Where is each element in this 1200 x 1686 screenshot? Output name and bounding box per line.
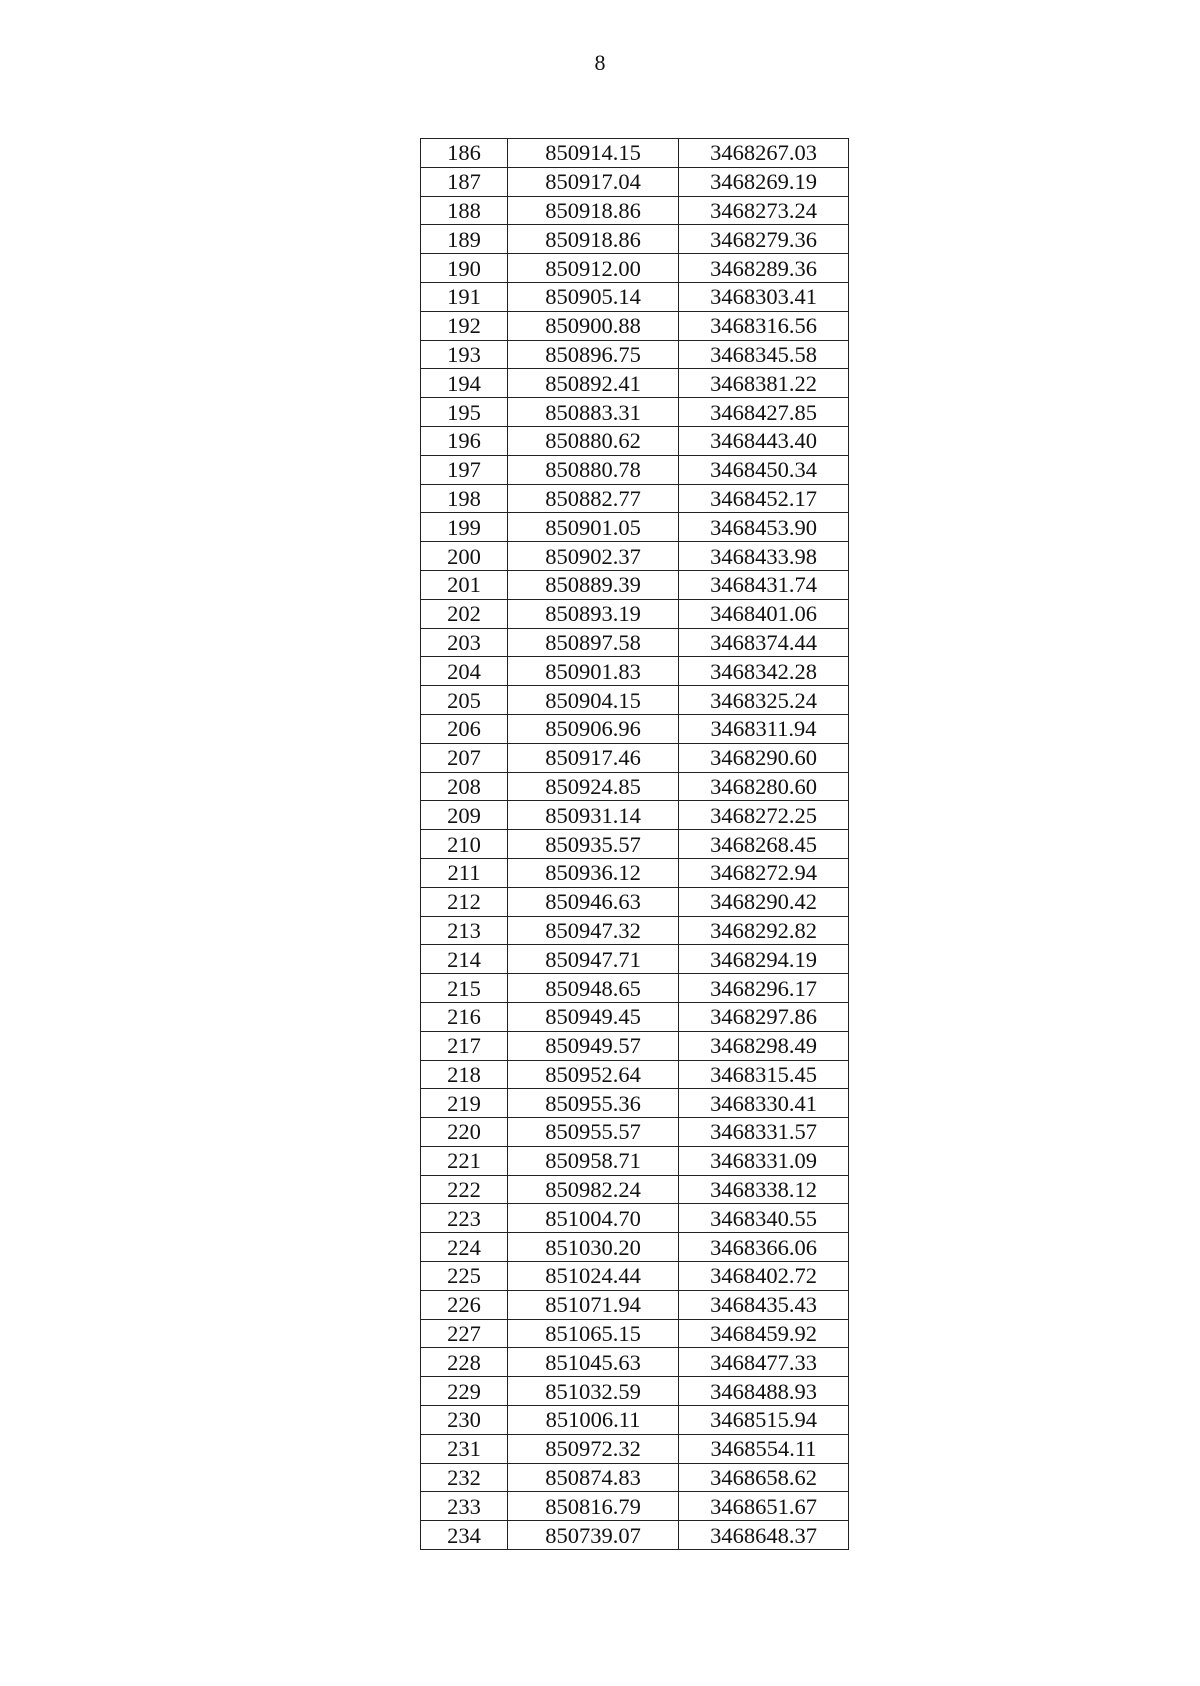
y-coordinate-cell: 3468316.56 — [679, 311, 849, 340]
y-coordinate-cell: 3468402.72 — [679, 1262, 849, 1291]
point-number-cell: 200 — [421, 542, 508, 571]
y-coordinate-cell: 3468648.37 — [679, 1521, 849, 1550]
x-coordinate-cell: 850889.39 — [508, 570, 679, 599]
coordinates-table — [420, 138, 849, 1550]
point-number-cell: 230 — [421, 1406, 508, 1435]
point-number-cell: 217 — [421, 1031, 508, 1060]
x-coordinate-cell: 850901.05 — [508, 513, 679, 542]
point-number-cell: 229 — [421, 1377, 508, 1406]
page-number: 8 — [594, 50, 606, 75]
table-row — [421, 916, 849, 945]
x-coordinate-cell: 851006.11 — [508, 1406, 679, 1435]
y-coordinate-cell: 3468427.85 — [679, 398, 849, 427]
x-coordinate-cell: 850912.00 — [508, 254, 679, 283]
x-coordinate-cell: 850955.36 — [508, 1089, 679, 1118]
point-number-cell: 193 — [421, 340, 508, 369]
table-row — [421, 945, 849, 974]
point-number-cell: 197 — [421, 455, 508, 484]
y-coordinate-cell: 3468330.41 — [679, 1089, 849, 1118]
x-coordinate-cell: 850739.07 — [508, 1521, 679, 1550]
y-coordinate-cell: 3468331.57 — [679, 1118, 849, 1147]
point-number-cell: 201 — [421, 570, 508, 599]
y-coordinate-cell: 3468340.55 — [679, 1204, 849, 1233]
y-coordinate-cell: 3468289.36 — [679, 254, 849, 283]
point-number-cell: 234 — [421, 1521, 508, 1550]
y-coordinate-cell: 3468401.06 — [679, 599, 849, 628]
point-number-cell: 196 — [421, 426, 508, 455]
table-row — [421, 1290, 849, 1319]
x-coordinate-cell: 851065.15 — [508, 1319, 679, 1348]
x-coordinate-cell: 850918.86 — [508, 196, 679, 225]
y-coordinate-cell: 3468431.74 — [679, 570, 849, 599]
table-row — [421, 542, 849, 571]
x-coordinate-cell: 850816.79 — [508, 1492, 679, 1521]
point-number-cell: 220 — [421, 1118, 508, 1147]
y-coordinate-cell: 3468452.17 — [679, 484, 849, 513]
point-number-cell: 223 — [421, 1204, 508, 1233]
table-row — [421, 1262, 849, 1291]
point-number-cell: 222 — [421, 1175, 508, 1204]
table-row — [421, 570, 849, 599]
table-row — [421, 830, 849, 859]
table-row — [421, 398, 849, 427]
table-row — [421, 369, 849, 398]
x-coordinate-cell: 851004.70 — [508, 1204, 679, 1233]
table-row — [421, 1204, 849, 1233]
table-row — [421, 1233, 849, 1262]
point-number-cell: 221 — [421, 1146, 508, 1175]
x-coordinate-cell: 850972.32 — [508, 1434, 679, 1463]
table-row — [421, 426, 849, 455]
y-coordinate-cell: 3468296.17 — [679, 974, 849, 1003]
table-row — [421, 858, 849, 887]
x-coordinate-cell: 850947.71 — [508, 945, 679, 974]
y-coordinate-cell: 3468311.94 — [679, 714, 849, 743]
x-coordinate-cell: 850883.31 — [508, 398, 679, 427]
x-coordinate-cell: 850949.45 — [508, 1002, 679, 1031]
x-coordinate-cell: 850948.65 — [508, 974, 679, 1003]
table-row — [421, 254, 849, 283]
table-row — [421, 686, 849, 715]
y-coordinate-cell: 3468435.43 — [679, 1290, 849, 1319]
x-coordinate-cell: 850902.37 — [508, 542, 679, 571]
y-coordinate-cell: 3468297.86 — [679, 1002, 849, 1031]
table-row — [421, 743, 849, 772]
table-row — [421, 772, 849, 801]
table-row — [421, 1002, 849, 1031]
table-row — [421, 139, 849, 168]
table-row — [421, 282, 849, 311]
y-coordinate-cell: 3468272.25 — [679, 801, 849, 830]
y-coordinate-cell: 3468325.24 — [679, 686, 849, 715]
point-number-cell: 215 — [421, 974, 508, 1003]
x-coordinate-cell: 850917.46 — [508, 743, 679, 772]
y-coordinate-cell: 3468453.90 — [679, 513, 849, 542]
y-coordinate-cell: 3468280.60 — [679, 772, 849, 801]
y-coordinate-cell: 3468338.12 — [679, 1175, 849, 1204]
point-number-cell: 198 — [421, 484, 508, 513]
x-coordinate-cell: 850901.83 — [508, 657, 679, 686]
y-coordinate-cell: 3468267.03 — [679, 139, 849, 168]
point-number-cell: 213 — [421, 916, 508, 945]
y-coordinate-cell: 3468342.28 — [679, 657, 849, 686]
y-coordinate-cell: 3468269.19 — [679, 167, 849, 196]
y-coordinate-cell: 3468279.36 — [679, 225, 849, 254]
y-coordinate-cell: 3468303.41 — [679, 282, 849, 311]
table-row — [421, 484, 849, 513]
point-number-cell: 192 — [421, 311, 508, 340]
table-row — [421, 455, 849, 484]
table-row — [421, 801, 849, 830]
point-number-cell: 202 — [421, 599, 508, 628]
x-coordinate-cell: 850946.63 — [508, 887, 679, 916]
table-row — [421, 628, 849, 657]
table-row — [421, 714, 849, 743]
y-coordinate-cell: 3468488.93 — [679, 1377, 849, 1406]
table-row — [421, 1060, 849, 1089]
table-row — [421, 1521, 849, 1550]
point-number-cell: 191 — [421, 282, 508, 311]
x-coordinate-cell: 851024.44 — [508, 1262, 679, 1291]
table-row — [421, 196, 849, 225]
point-number-cell: 207 — [421, 743, 508, 772]
table-row — [421, 1377, 849, 1406]
point-number-cell: 208 — [421, 772, 508, 801]
x-coordinate-cell: 850893.19 — [508, 599, 679, 628]
y-coordinate-cell: 3468272.94 — [679, 858, 849, 887]
point-number-cell: 195 — [421, 398, 508, 427]
table-row — [421, 167, 849, 196]
y-coordinate-cell: 3468294.19 — [679, 945, 849, 974]
y-coordinate-cell: 3468290.42 — [679, 887, 849, 916]
x-coordinate-cell: 851071.94 — [508, 1290, 679, 1319]
x-coordinate-cell: 850914.15 — [508, 139, 679, 168]
point-number-cell: 210 — [421, 830, 508, 859]
table-row — [421, 657, 849, 686]
point-number-cell: 209 — [421, 801, 508, 830]
y-coordinate-cell: 3468658.62 — [679, 1463, 849, 1492]
point-number-cell: 214 — [421, 945, 508, 974]
x-coordinate-cell: 850949.57 — [508, 1031, 679, 1060]
table-row — [421, 1463, 849, 1492]
y-coordinate-cell: 3468554.11 — [679, 1434, 849, 1463]
x-coordinate-cell: 850935.57 — [508, 830, 679, 859]
y-coordinate-cell: 3468443.40 — [679, 426, 849, 455]
table-row — [421, 1175, 849, 1204]
point-number-cell: 203 — [421, 628, 508, 657]
y-coordinate-cell: 3468651.67 — [679, 1492, 849, 1521]
point-number-cell: 226 — [421, 1290, 508, 1319]
point-number-cell: 227 — [421, 1319, 508, 1348]
x-coordinate-cell: 850880.62 — [508, 426, 679, 455]
x-coordinate-cell: 850897.58 — [508, 628, 679, 657]
x-coordinate-cell: 850892.41 — [508, 369, 679, 398]
y-coordinate-cell: 3468268.45 — [679, 830, 849, 859]
point-number-cell: 225 — [421, 1262, 508, 1291]
table-row — [421, 1146, 849, 1175]
point-number-cell: 212 — [421, 887, 508, 916]
y-coordinate-cell: 3468381.22 — [679, 369, 849, 398]
point-number-cell: 231 — [421, 1434, 508, 1463]
x-coordinate-cell: 850904.15 — [508, 686, 679, 715]
table-row — [421, 311, 849, 340]
table-row — [421, 513, 849, 542]
y-coordinate-cell: 3468433.98 — [679, 542, 849, 571]
x-coordinate-cell: 850924.85 — [508, 772, 679, 801]
x-coordinate-cell: 850918.86 — [508, 225, 679, 254]
table-row — [421, 1348, 849, 1377]
y-coordinate-cell: 3468331.09 — [679, 1146, 849, 1175]
point-number-cell: 204 — [421, 657, 508, 686]
x-coordinate-cell: 850905.14 — [508, 282, 679, 311]
point-number-cell: 224 — [421, 1233, 508, 1262]
point-number-cell: 194 — [421, 369, 508, 398]
table-row — [421, 974, 849, 1003]
x-coordinate-cell: 851030.20 — [508, 1233, 679, 1262]
x-coordinate-cell: 851032.59 — [508, 1377, 679, 1406]
y-coordinate-cell: 3468345.58 — [679, 340, 849, 369]
x-coordinate-cell: 850958.71 — [508, 1146, 679, 1175]
point-number-cell: 206 — [421, 714, 508, 743]
y-coordinate-cell: 3468315.45 — [679, 1060, 849, 1089]
y-coordinate-cell: 3468290.60 — [679, 743, 849, 772]
y-coordinate-cell: 3468374.44 — [679, 628, 849, 657]
point-number-cell: 186 — [421, 139, 508, 168]
table-row — [421, 1089, 849, 1118]
y-coordinate-cell: 3468459.92 — [679, 1319, 849, 1348]
table-row — [421, 1406, 849, 1435]
y-coordinate-cell: 3468366.06 — [679, 1233, 849, 1262]
coordinates-table-body — [421, 139, 849, 1550]
point-number-cell: 187 — [421, 167, 508, 196]
point-number-cell: 188 — [421, 196, 508, 225]
y-coordinate-cell: 3468292.82 — [679, 916, 849, 945]
x-coordinate-cell: 850931.14 — [508, 801, 679, 830]
point-number-cell: 233 — [421, 1492, 508, 1521]
x-coordinate-cell: 850955.57 — [508, 1118, 679, 1147]
table-row — [421, 340, 849, 369]
point-number-cell: 218 — [421, 1060, 508, 1089]
point-number-cell: 199 — [421, 513, 508, 542]
x-coordinate-cell: 850917.04 — [508, 167, 679, 196]
point-number-cell: 189 — [421, 225, 508, 254]
table-row — [421, 887, 849, 916]
table-row — [421, 1319, 849, 1348]
point-number-cell: 205 — [421, 686, 508, 715]
x-coordinate-cell: 850952.64 — [508, 1060, 679, 1089]
x-coordinate-cell: 850896.75 — [508, 340, 679, 369]
x-coordinate-cell: 850906.96 — [508, 714, 679, 743]
x-coordinate-cell: 850882.77 — [508, 484, 679, 513]
table-row — [421, 1434, 849, 1463]
point-number-cell: 219 — [421, 1089, 508, 1118]
point-number-cell: 190 — [421, 254, 508, 283]
x-coordinate-cell: 850874.83 — [508, 1463, 679, 1492]
point-number-cell: 216 — [421, 1002, 508, 1031]
table-row — [421, 225, 849, 254]
x-coordinate-cell: 850936.12 — [508, 858, 679, 887]
table-row — [421, 1031, 849, 1060]
y-coordinate-cell: 3468298.49 — [679, 1031, 849, 1060]
x-coordinate-cell: 850947.32 — [508, 916, 679, 945]
x-coordinate-cell: 851045.63 — [508, 1348, 679, 1377]
x-coordinate-cell: 850982.24 — [508, 1175, 679, 1204]
y-coordinate-cell: 3468477.33 — [679, 1348, 849, 1377]
y-coordinate-cell: 3468515.94 — [679, 1406, 849, 1435]
point-number-cell: 228 — [421, 1348, 508, 1377]
x-coordinate-cell: 850880.78 — [508, 455, 679, 484]
table-row — [421, 1492, 849, 1521]
x-coordinate-cell: 850900.88 — [508, 311, 679, 340]
y-coordinate-cell: 3468450.34 — [679, 455, 849, 484]
point-number-cell: 211 — [421, 858, 508, 887]
y-coordinate-cell: 3468273.24 — [679, 196, 849, 225]
point-number-cell: 232 — [421, 1463, 508, 1492]
table-row — [421, 599, 849, 628]
table-row — [421, 1118, 849, 1147]
